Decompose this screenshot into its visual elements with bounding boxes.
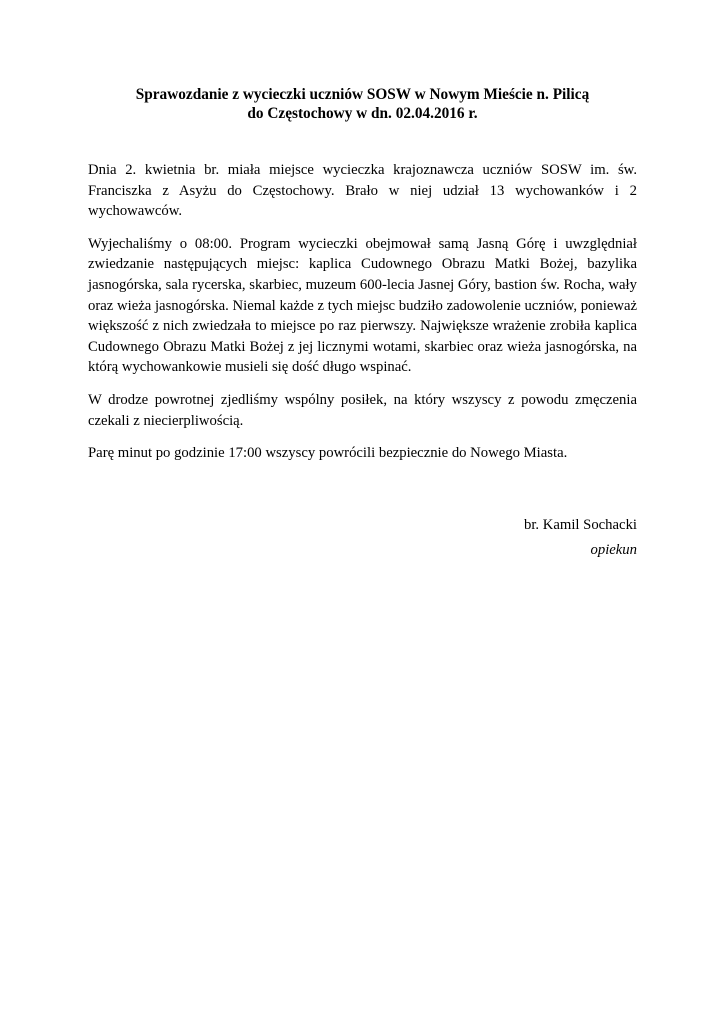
paragraph-return-meal: W drodze powrotnej zjedliśmy wspólny posiłek, na który wszyscy z powodu zmęczenia czekali z niecierpliwością. xyxy=(88,391,637,429)
signature-name: br. Kamil Sochacki xyxy=(524,517,637,533)
signature-block xyxy=(524,513,637,563)
document-title xyxy=(88,85,637,123)
signature-role: opiekun xyxy=(590,542,637,558)
paragraph-arrival: Parę minut po godzinie 17:00 wszyscy powrócili bezpiecznie do Nowego Miasta. xyxy=(88,445,568,462)
report-body xyxy=(88,160,637,464)
paragraph-trip-info: Dnia 2. kwietnia br. miała miejsce wycieczka krajoznawcza uczniów SOSW im. św. Franciszka z Asyżu do Częstochowy. Brało w niej udział 13 wychowanków i 2 wychowawców. xyxy=(88,162,637,220)
title-line-2: do Częstochowy w dn. 02.04.2016 r. xyxy=(247,105,478,122)
title-line-1: Sprawozdanie z wycieczki uczniów SOSW w Nowym Mieście n. Pilicą xyxy=(135,86,590,103)
paragraph-program: Wyjechaliśmy o 08:00. Program wycieczki obejmował samą Jasną Górę i uwzględniał zwiedzanie następujących miejsc: kaplica Cudownego Obrazu Matki Bożej, bazylika jasnogórska, sala rycerska, skarbiec, muzeum 600-lecia Jasnej Góry, bastion św. Rocha, wały oraz wieża jasnogórska. Niemal każde z tych miejsc budziło zadowolenie uczniów, ponieważ większość z nich zwiedzała to miejsce po raz pierwszy. Największe wrażenie zrobiła kaplica Cudownego Obrazu Matki Bożej z jej licznymi wotami, skarbiec oraz wieża jasnogórska, na którą wychowankowie musieli się dość długo wspinać. xyxy=(88,235,637,376)
document-page xyxy=(88,85,637,558)
